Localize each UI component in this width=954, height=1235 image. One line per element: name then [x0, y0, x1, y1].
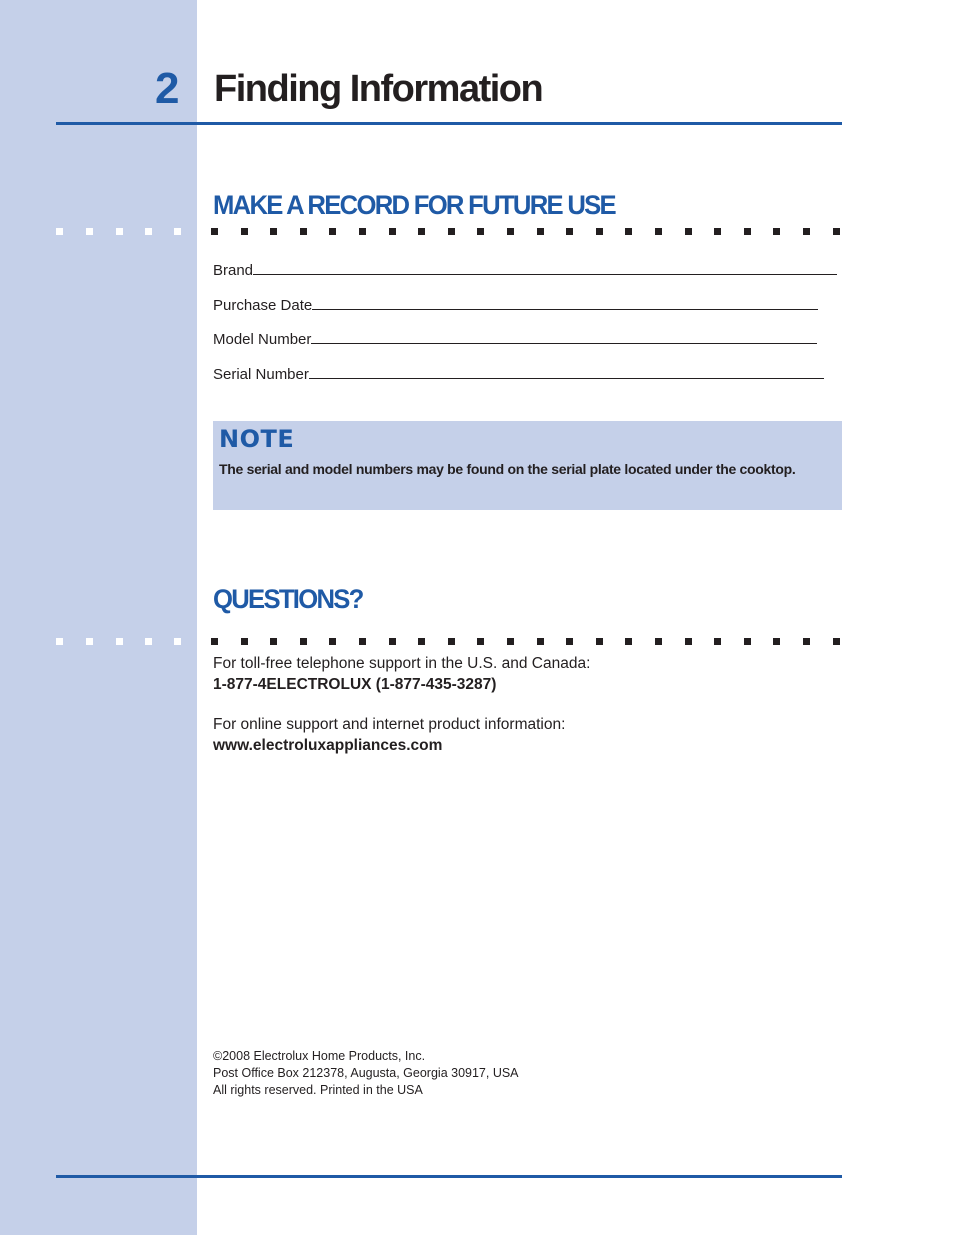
divider-dot [389, 228, 396, 235]
note-text: The serial and model numbers may be found on the serial plate located under the cooktop. [219, 461, 796, 477]
phone-intro: For toll-free telephone support in the U.S. and Canada: [213, 655, 591, 672]
divider-dot [744, 228, 751, 235]
purchase-date-field[interactable] [213, 296, 842, 314]
divider-dot [116, 638, 123, 645]
divider-dot [477, 638, 484, 645]
divider-dot [211, 638, 218, 645]
divider-dot [833, 638, 840, 645]
record-section-heading: MAKE A RECORD FOR FUTURE USE [213, 190, 615, 220]
phone-number[interactable]: 1-877-4ELECTROLUX (1-877-435-3287) [213, 676, 497, 693]
divider-dot [685, 228, 692, 235]
footer-imprint [213, 1048, 519, 1099]
divider-dot [359, 228, 366, 235]
footer-rights: All rights reserved. Printed in the USA [213, 1083, 423, 1097]
divider-dot [418, 228, 425, 235]
model-number-field[interactable] [213, 330, 842, 348]
divider-dot [174, 638, 181, 645]
divider-dot [56, 228, 63, 235]
divider-dot [241, 228, 248, 235]
divider-dot [714, 228, 721, 235]
note-title: NOTE [219, 425, 295, 453]
questions-section-divider [0, 638, 954, 646]
divider-dot [389, 638, 396, 645]
divider-dot [596, 228, 603, 235]
page-title: Finding Information [214, 68, 543, 110]
divider-dot [507, 638, 514, 645]
divider-dot [773, 638, 780, 645]
phone-support-block [213, 653, 590, 695]
divider-dot [507, 228, 514, 235]
footer-rule [56, 1175, 842, 1178]
divider-dot [655, 638, 662, 645]
divider-dot [655, 228, 662, 235]
divider-dot [714, 638, 721, 645]
divider-dot [418, 638, 425, 645]
divider-dot [86, 638, 93, 645]
divider-dot [56, 638, 63, 645]
divider-dot [448, 638, 455, 645]
chapter-number: 2 [155, 64, 179, 113]
divider-dot [537, 228, 544, 235]
sidebar-band [0, 0, 197, 1235]
questions-section-heading: QUESTIONS? [213, 584, 363, 614]
divider-dot [566, 638, 573, 645]
divider-dot [174, 228, 181, 235]
brand-label: Brand [213, 262, 254, 279]
divider-dot [145, 638, 152, 645]
online-support-block [213, 714, 565, 756]
divider-dot [625, 228, 632, 235]
divider-dot [566, 228, 573, 235]
footer-copyright: ©2008 Electrolux Home Products, Inc. [213, 1049, 426, 1063]
divider-dot [803, 638, 810, 645]
divider-dot [329, 228, 336, 235]
serial-number-field[interactable] [213, 365, 842, 383]
brand-field[interactable] [213, 261, 842, 279]
serial-number-line [309, 365, 824, 379]
website-link[interactable]: www.electroluxappliances.com [213, 737, 443, 754]
footer-address: Post Office Box 212378, Augusta, Georgia 30917, USA [213, 1066, 519, 1080]
divider-dot [625, 638, 632, 645]
divider-dot [116, 228, 123, 235]
note-box [213, 421, 842, 510]
divider-dot [300, 228, 307, 235]
purchase-date-line [312, 296, 818, 310]
divider-dot [86, 228, 93, 235]
online-intro: For online support and internet product information: [213, 716, 566, 733]
header-rule [56, 122, 842, 125]
divider-dot [448, 228, 455, 235]
divider-dot [270, 228, 277, 235]
divider-dot [744, 638, 751, 645]
divider-dot [833, 228, 840, 235]
model-number-line [311, 330, 817, 344]
divider-dot [329, 638, 336, 645]
divider-dot [270, 638, 277, 645]
record-section-divider [0, 228, 954, 236]
divider-dot [773, 228, 780, 235]
brand-line [253, 261, 837, 275]
divider-dot [685, 638, 692, 645]
divider-dot [300, 638, 307, 645]
divider-dot [211, 228, 218, 235]
divider-dot [241, 638, 248, 645]
divider-dot [803, 228, 810, 235]
purchase-date-label: Purchase Date [213, 297, 313, 314]
serial-number-label: Serial Number [213, 366, 309, 383]
divider-dot [596, 638, 603, 645]
divider-dot [477, 228, 484, 235]
divider-dot [537, 638, 544, 645]
divider-dot [145, 228, 152, 235]
divider-dot [359, 638, 366, 645]
model-number-label: Model Number [213, 331, 312, 348]
